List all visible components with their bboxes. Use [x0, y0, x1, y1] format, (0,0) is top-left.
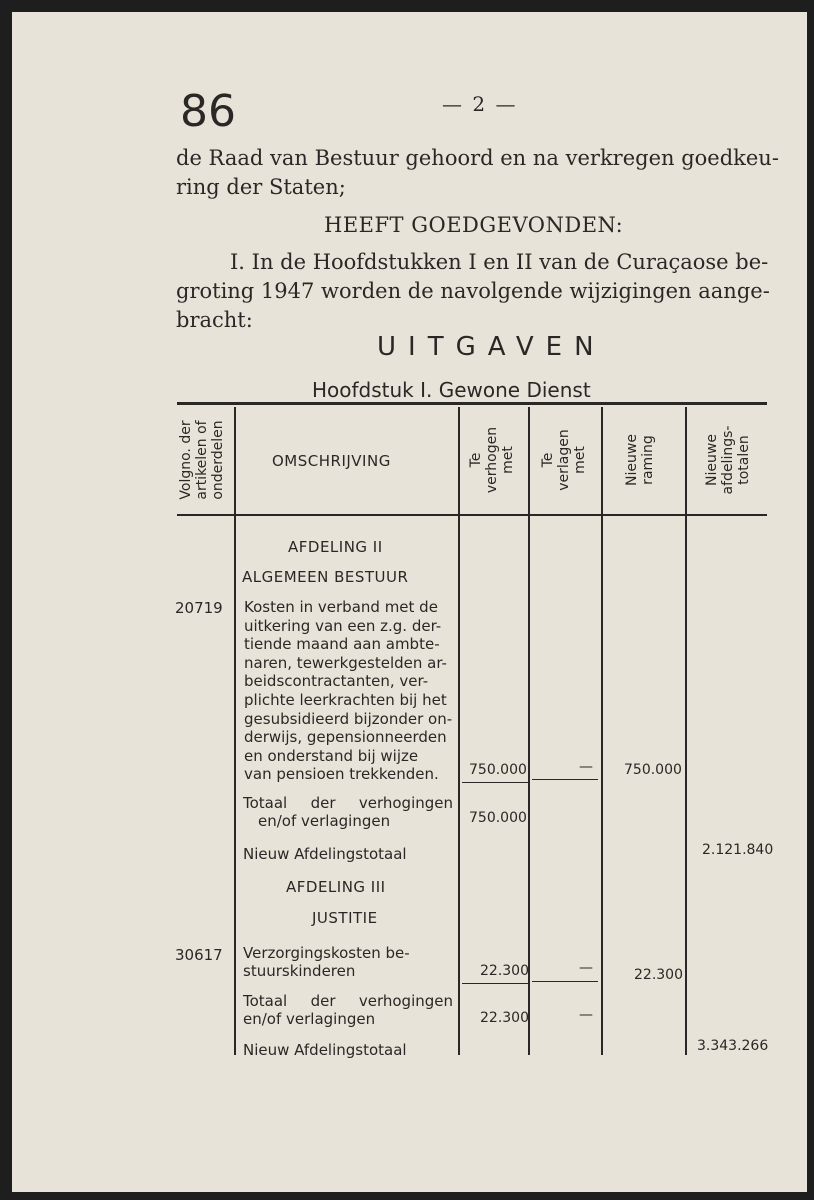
header-te-verlagen: Te verlagen met	[540, 429, 588, 491]
sheet-number: — 2 —	[442, 92, 518, 116]
afd3-new-total-label: Nieuw Afdelingstotaal	[243, 1041, 407, 1059]
afd2-total-label-1: Totaal der verhogingen	[243, 794, 453, 812]
header-te-verhogen: Te verhogen met	[468, 426, 516, 494]
afd2-lower-dash: —	[579, 759, 593, 775]
article-30617-description-2: stuurskinderen	[243, 962, 356, 980]
column-divider-4	[601, 407, 603, 1055]
column-divider-2	[458, 407, 460, 1055]
afd3-raise-value: 22.300	[480, 963, 529, 979]
afdeling-3-subtitle: JUSTITIE	[312, 909, 378, 927]
article-20719: 20719	[175, 599, 223, 617]
section-title: UITGAVEN	[377, 332, 606, 362]
article-30617-description-1: Verzorgingskosten be-	[243, 944, 410, 962]
afd3-total-label-1: Totaal der verhogingen	[243, 992, 453, 1010]
article-20719-description: Kosten in verband met de uitkering van een z.g. der- tiende maand aan ambte- naren, tewerkgestelden ar- beidscontractanten, ver- plichte leerkrachten bij het gesubsidieerd bijzonder on- derwijs, gepensionneerden en onderstand bij wijze van pensioen trekkenden.	[244, 598, 453, 784]
header-nieuwe-raming: Nieuwe raming	[624, 434, 656, 486]
decision-heading: HEEFT GOEDGEVONDEN:	[324, 213, 624, 237]
afd2-raise-underline	[462, 782, 528, 783]
header-afdelingstotalen: Nieuwe afdelings- totalen	[704, 425, 752, 495]
afd3-new-estimate: 22.300	[634, 967, 683, 983]
afd2-new-total-label: Nieuw Afdelingstotaal	[243, 845, 407, 863]
page-number: 86	[180, 86, 236, 137]
afd2-raise-value: 750.000	[469, 762, 527, 778]
afd2-new-total: 2.121.840	[702, 842, 774, 858]
afd2-new-estimate: 750.000	[624, 762, 682, 778]
afdeling-2-subtitle: ALGEMEEN BESTUUR	[242, 568, 409, 586]
column-divider-3	[528, 407, 530, 1055]
paragraph-line-2: groting 1947 worden de navolgende wijzigingen aange-	[176, 279, 770, 303]
afd3-total-lower: —	[579, 1007, 593, 1023]
afd2-total-label-2: en/of verlagingen	[258, 812, 391, 830]
afd3-lower-dash: —	[579, 960, 593, 976]
paragraph-line-1: I. In de Hoofdstukken I en II van de Curaçaose be-	[230, 250, 769, 274]
afd2-total-raise: 750.000	[469, 810, 527, 826]
header-omschrijving: OMSCHRIJVING	[272, 452, 391, 470]
header-volgno: Volgno. der artikelen of onderdelen	[178, 420, 226, 500]
table-header-rule	[177, 514, 767, 516]
intro-line-2: ring der Staten;	[176, 175, 346, 199]
afdeling-2-title: AFDELING II	[288, 538, 383, 556]
chapter-title: Hoofdstuk I. Gewone Dienst	[312, 378, 591, 402]
paragraph-line-3: bracht:	[176, 308, 253, 332]
column-divider-5	[685, 407, 687, 1055]
column-divider-1	[234, 407, 236, 1055]
article-30617: 30617	[175, 946, 223, 964]
afd3-total-label-2: en/of verlagingen	[243, 1010, 376, 1028]
table-top-rule	[177, 402, 767, 405]
afd2-lower-underline	[532, 779, 598, 780]
afd3-new-total: 3.343.266	[697, 1038, 769, 1054]
intro-line-1: de Raad van Bestuur gehoord en na verkregen goedkeu-	[176, 146, 779, 170]
document-page	[12, 12, 807, 1192]
afd3-total-raise: 22.300	[480, 1010, 529, 1026]
afdeling-3-title: AFDELING III	[286, 878, 386, 896]
afd3-raise-underline	[462, 983, 528, 984]
afd3-lower-underline	[532, 981, 598, 982]
